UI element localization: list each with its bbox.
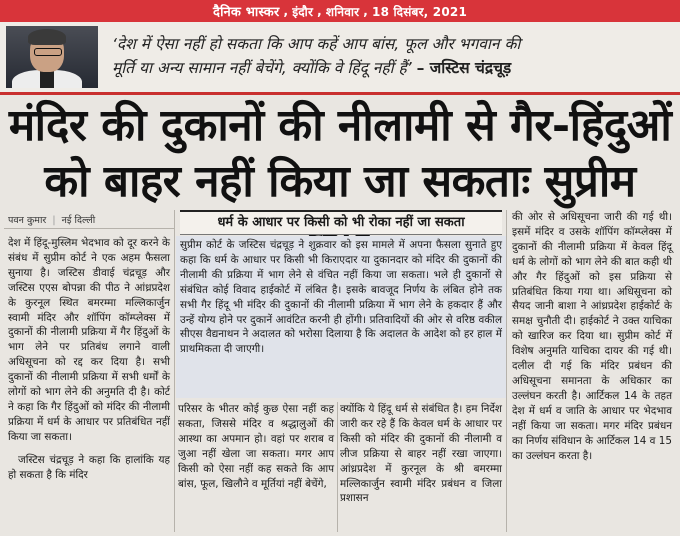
quote-line-2-wrap — [112, 56, 672, 80]
top-rule — [0, 92, 680, 95]
masthead-city: इंदौर — [292, 4, 314, 19]
pull-quote — [112, 32, 672, 80]
column-divider — [337, 402, 338, 532]
byline-rule — [4, 228, 174, 229]
headline-line-2: को बाहर नहीं किया जा सकताः सुप्रीम — [44, 156, 636, 207]
column-right: की ओर से अधिसूचना जारी की गई थी। इसमें मंदिर व उसके शॉपिंग कॉम्प्लेक्स में दुकानों की नीलामी प्रक्रिया में केवल हिंदू धर्म के लोगों को भाग लेने की बात कही थी और गैर हिंदुओं को इस प्रक्रिया से प्रतिबंधित किया गया था। अधिसूचना को सैयद जानी बाशा ने आंध्रप्रदेश हाईकोर्ट के समक्ष चुनौती दी। हाईकोर्ट ने उक्त याचिका को खारिज कर दिया था। सुप्रीम कोर्ट में विशेष अनुमति याचिका दायर की गई थी। दलील दी गई कि मंदिर प्रबंधन की अधिसूचना समानता के अधिकार का उल्लंघन करती है। आर्टिकल 14 के तहत देश में धर्म व जाति के आधार पर भेदभाव नहीं किया जा सकता। मगर मंदिर प्रबंधन का निर्णय संविधान के आर्टिकल 14 व 15 का उल्लंघन करता है। — [512, 211, 672, 462]
column-mid-left: परिसर के भीतर कोई कुछ ऐसा नहीं कह सकता, जिससे मंदिर व श्रद्धालुओं की आस्था का अपमान हो। वहां पर शराब व जुआ नहीं खेला जा सकता। मगर आप किसी को ऐसा नहीं कह सकते कि आप बांस, फूल, खिलौने व मूर्तियां नहीं बेचेंगे, — [178, 403, 334, 490]
quote-attribution: – जस्टिस चंद्रचूड़ — [416, 59, 512, 77]
masthead-separator: , — [317, 4, 322, 18]
column-divider — [506, 210, 507, 532]
column-divider — [174, 210, 175, 532]
masthead-day: शनिवार — [325, 4, 360, 19]
column-left — [8, 236, 170, 483]
masthead — [0, 0, 680, 22]
byline-author: पवन कुमार — [8, 215, 47, 226]
byline — [8, 213, 95, 226]
quote-band — [0, 22, 680, 92]
subhead-box: धर्म के आधार पर किसी को भी रोका नहीं जा सकता — [180, 210, 502, 235]
column-mid-right: क्योंकि ये हिंदू धर्म से संबंधित है। हम निर्देश जारी कर रहे हैं कि केवल धर्म के आधार पर किसी को मंदिर की दुकानों की नीलामी व लीज प्रक्रिया से बाहर नहीं रखा जाएगा। आंध्रप्रदेश में कुरनूल के श्री बमरम्मा मल्लिकार्जुन स्वामी मंदिर प्रबंधन व जिला प्रशासन — [340, 403, 502, 505]
quote-line-1: ‘देश में ऐसा नहीं हो सकता कि आप कहें आप बांस, फूल और भगवान की — [112, 35, 521, 53]
column-left-para-2: जस्टिस चंद्रचूड़ ने कहा कि हालांकि यह हो सकता है कि मंदिर — [8, 453, 170, 481]
headline-line-1: मंदिर की दुकानों की नीलामी से गैर-हिंदुओं — [8, 100, 672, 151]
quote-line-2: मूर्ति या अन्य सामान नहीं बेचेंगे, क्योंकि वे हिंदू नहीं हैं’ — [112, 59, 412, 77]
masthead-separator: , — [283, 4, 289, 18]
newspaper-brand: दैनिक भास्कर — [212, 5, 280, 20]
column-left-para-1: देश में हिंदू-मुस्लिम भेदभाव को दूर करने के संबंध में सुप्रीम कोर्ट ने एक अहम फैसला सुनाया है। जस्टिस डीवाई चंद्रचूड़ और जस्टिस एएस बोपन्ना की पीठ ने आंध्रप्रदेश के कुरनूल स्थित बमरम्मा मल्लिकार्जुन स्वामी मंदिर और शॉपिंग कॉम्प्लेक्स में दुकानों की नीलामी प्रक्रिया में गैर हिंदुओं के भाग लेने पर प्रतिबंध लगाने वाली अधिसूचना को रद्द कर दिया है। सभी दुकानों की नीलामी प्रक्रिया में सभी धर्मों के लोगों को भाग लेने की अनुमति दी है। कोर्ट ने कहा कि गैर हिंदुओं को मंदिर की नीलामी प्रक्रिया में धर्म के आधार पर प्रतिबंधित नहीं किया जा सकता। — [8, 237, 170, 443]
box-text: सुप्रीम कोर्ट के जस्टिस चंद्रचूड़ ने शुक्रवार को इस मामले में अपना फैसला सुनाते हुए कहा कि धर्म के आधार पर किसी भी किराएदार या दुकानदार को मंदिर की दुकानों की नीलामी की प्रक्रिया में भाग लेने से वंचित नहीं किया जा सकता। भले ही दुकानों से संबंधित कोई विवाद हाईकोर्ट में लंबित है। इसके बावजूद निर्णय के लंबित होने तक सभी गैर हिंदू भी मंदिर की दुकानों की नीलामी प्रक्रिया में भाग लेने के हकदार हैं और उन्हें योग्य होने पर दुकानें आवंटित करनी ही होंगी। प्रतिवादियों की ओर से वरिष्ठ वकील सीएस वैद्यनाथन ने अदालत को भरोसा दिलाया है कि अदालत के आदेश को हर हाल में प्राथमिकता दी जाएगी। — [180, 239, 502, 356]
masthead-separator: , — [363, 4, 369, 18]
masthead-date: 18 दिसंबर, 2021 — [372, 4, 468, 19]
byline-place: नई दिल्ली — [61, 215, 96, 226]
justice-photo — [6, 26, 98, 88]
byline-divider: | — [52, 215, 56, 226]
